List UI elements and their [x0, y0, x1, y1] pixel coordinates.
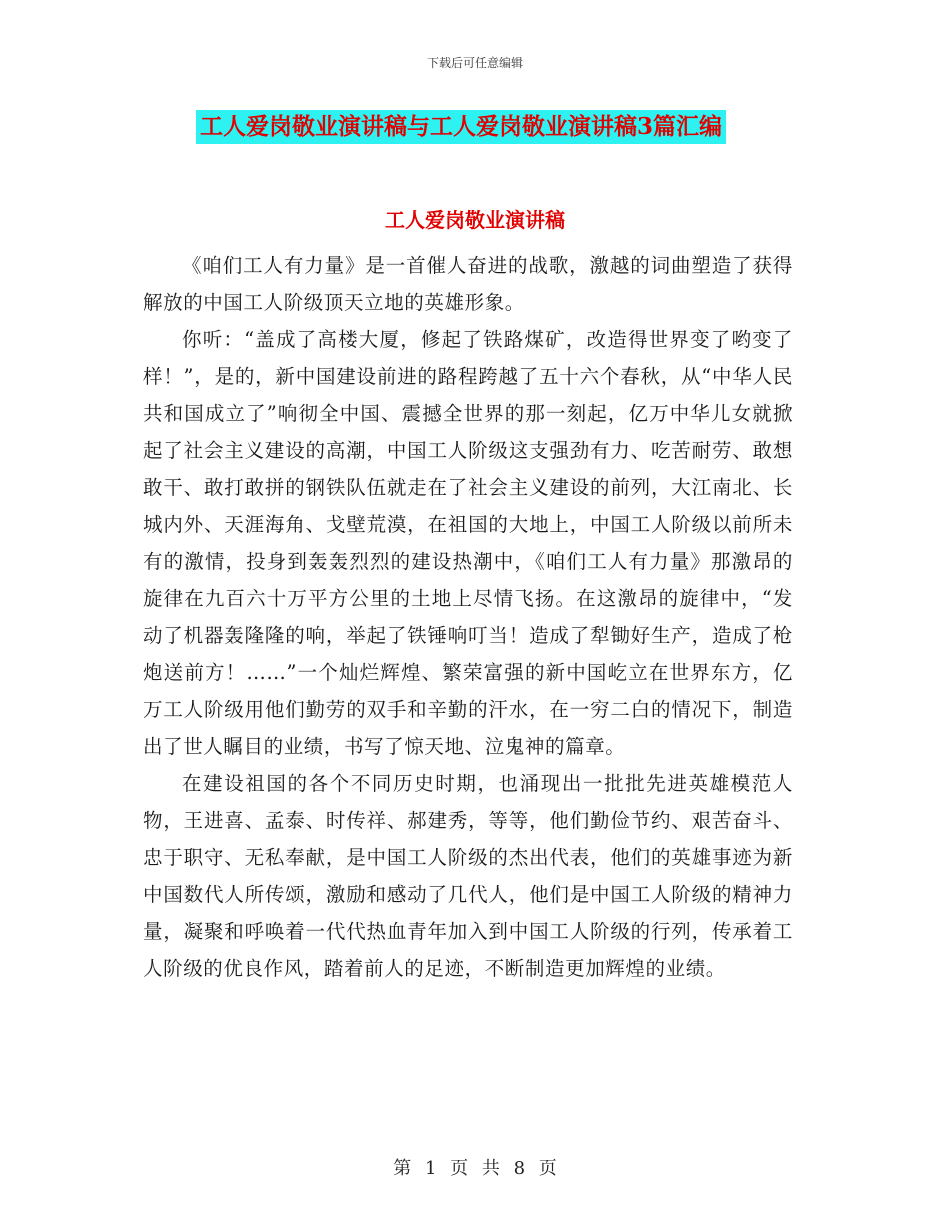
paragraph: 你听：“盖成了高楼大厦，修起了铁路煤矿，改造得世界变了哟变了样！”，是的，新中国建设前进的路程跨越了五十六个春秋，从“中华人民共和国成立了”响彻全中国、震撼全世界的那一刻起，亿万中华儿女就掀起了社会主义建设的高潮，中国工人阶级这支强劲有力、吃苦耐劳、敢想敢干、敢打敢拼的钢铁队伍就走在了社会主义建设的前列，大江南北、长城内外、天涯海角、戈壁荒漠，在祖国的大地上，中国工人阶级以前所未有的激情，投身到轰轰烈烈的建设热潮中，《咱们工人有力量》那激昂的旋律在九百六十万平方公里的土地上尽情飞扬。在这激昂的旋律中，“发动了机器轰隆隆的响，举起了铁锤响叮当！造成了犁锄好生产，造成了枪炮送前方！……”一个灿烂辉煌、繁荣富强的新中国屹立在世界东方，亿万工人阶级用他们勤劳的双手和辛勤的汗水，在一穷二白的情况下，制造出了世人瞩目的业绩，书写了惊天地、泣鬼神的篇章。: [143, 328, 793, 758]
header-note: 下载后可任意编辑: [426, 56, 523, 70]
document-title: 工人爱岗敬业演讲稿与工人爱岗敬业演讲稿3篇汇编: [196, 110, 726, 144]
page-footer: 第 1 页 共 8 页: [393, 1158, 557, 1179]
paragraph: 在建设祖国的各个不同历史时期，也涌现出一批批先进英雄模范人物，王进喜、孟泰、时传祥、郝建秀，等等，他们勤俭节约、艰苦奋斗、忠于职守、无私奉献，是中国工人阶级的杰出代表，他们的英雄事迹为新中国数代人所传颂，激励和感动了几代人，他们是中国工人阶级的精神力量，凝聚和呼唤着一代代热血青年加入到中国工人阶级的行列，传承着工人阶级的优良作风，踏着前人的足迹，不断制造更加辉煌的业绩。: [143, 772, 793, 980]
document-body: [143, 247, 793, 987]
paragraph: 《咱们工人有力量》是一首催人奋进的战歌，激越的词曲塑造了获得解放的中国工人阶级顶天立地的英雄形象。: [143, 254, 793, 314]
section-title: 工人爱岗敬业演讲稿: [385, 208, 565, 232]
